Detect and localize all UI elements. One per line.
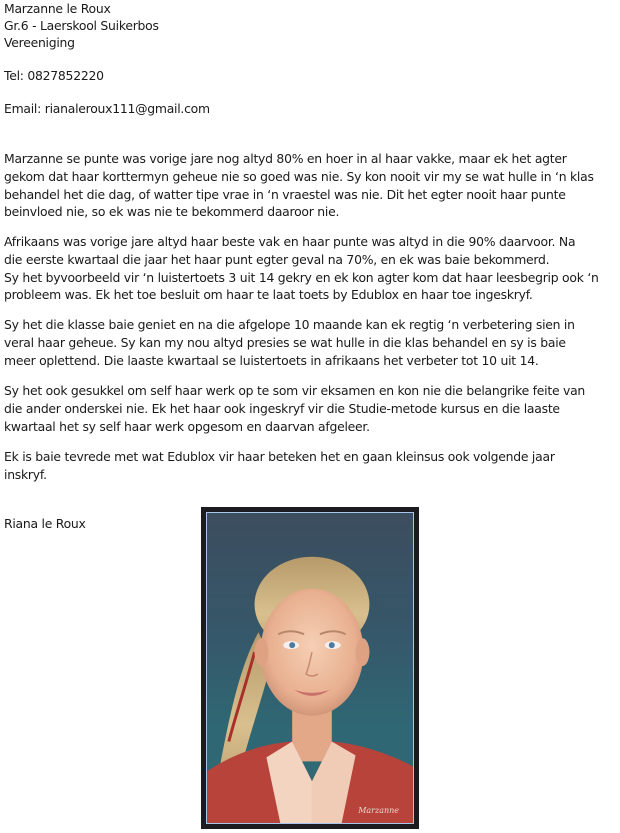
paragraph-5: [4, 448, 620, 484]
paragraph-2: [4, 233, 620, 304]
text-line: die ander onderskei nie. Ek het haar ook ingeskryf vir die Studie-metode kursus en die laaste: [4, 400, 560, 416]
telephone: Tel: 0827852220: [4, 68, 104, 83]
text-line: Sy het byvoorbeeld vir ‘n luistertoets 3 uit 14 gekry en ek kon agter kom dat haar leesbegrip ook ‘n: [4, 269, 599, 285]
student-photo: [201, 507, 419, 829]
text-line: probleem was. Ek het toe besluit om haar te laat toets by Edublox en haar toe ingeskryf.: [4, 287, 533, 303]
text-line: Afrikaans was vorige jare altyd haar beste vak en haar punte was altyd in die 90% daarvoor. Na: [4, 234, 576, 249]
signature-name: Riana le Roux: [4, 516, 86, 531]
email: Email: rianaleroux111@gmail.com: [4, 101, 210, 116]
text-line: Sy het ook gesukkel om self haar werk op te som vir eksamen en kon nie die belangrike feite van: [4, 383, 586, 398]
portrait-illustration: [207, 513, 413, 823]
text-line: behandel het die dag, of watter tipe vrae in ‘n vraestel was nie. Dit het egter nooit haar punte: [4, 186, 566, 202]
photo-signature-mark: Marzanne: [358, 806, 399, 815]
text-line: Ek is baie tevrede met wat Edublox vir haar beteken het en gaan kleinsus ook volgende jaar: [4, 449, 555, 464]
text-line: meer oplettend. Die laaste kwartaal se luistertoets in afrikaans het verbeter tot 10 uit 14.: [4, 352, 539, 368]
text-line: die eerste kwartaal die jaar het haar punt egter geval na 70%, en ek was baie bekommerd.: [4, 251, 550, 267]
text-line: gekom dat haar korttermyn geheue nie so goed was nie. Sy kon nooit vir my se wat hulle in ‘n klas: [4, 168, 594, 184]
text-line: kwartaal het sy self haar werk opgesom en daarvan afgeleer.: [4, 418, 370, 434]
paragraph-4: [4, 382, 620, 435]
photo-image: [206, 512, 414, 824]
paragraph-3: [4, 316, 620, 369]
face: [260, 589, 363, 716]
school-line: Gr.6 - Laerskool Suikerbos: [4, 18, 159, 33]
paragraph-1: [4, 150, 620, 221]
text-line: Sy het die klasse baie geniet en na die afgelope 10 maande kan ek regtig ‘n verbetering sien in: [4, 317, 575, 332]
text-line: veral haar geheue. Sy kan my nou altyd presies se wat hulle in die klas behandel en sy is baie: [4, 334, 566, 350]
text-line: beinvloed nie, so ek was nie te bekommerd daaroor nie.: [4, 204, 340, 220]
text-line: inskryf.: [4, 466, 47, 482]
student-name: Marzanne le Roux: [4, 1, 111, 16]
town-line: Vereeniging: [4, 35, 75, 50]
text-line: Marzanne se punte was vorige jare nog altyd 80% en hoer in al haar vakke, maar ek het agter: [4, 151, 567, 166]
